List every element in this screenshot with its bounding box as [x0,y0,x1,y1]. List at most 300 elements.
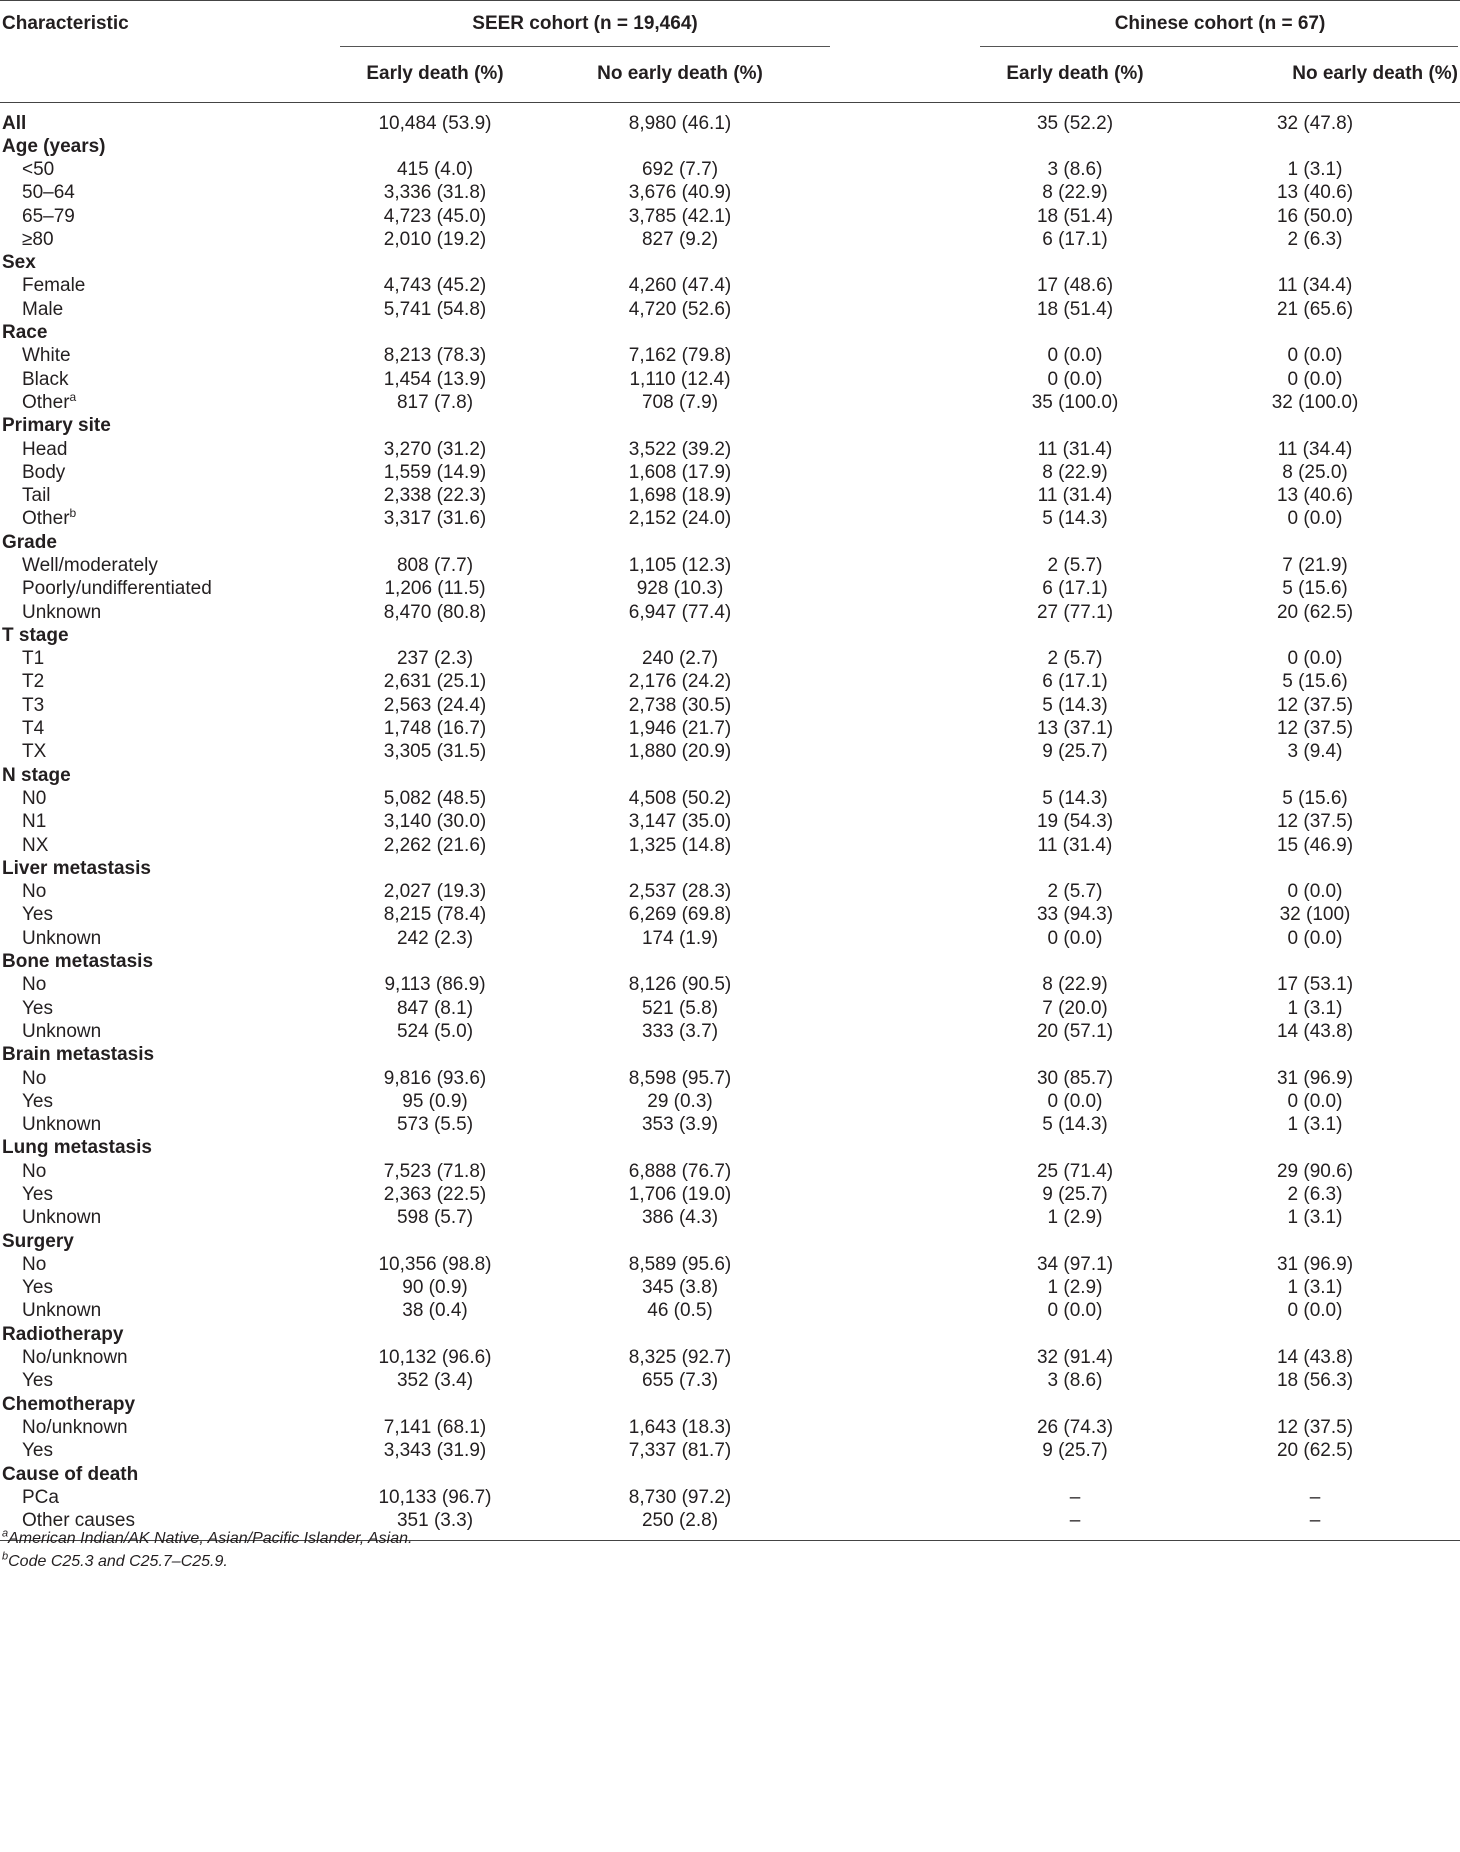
column-gap [830,857,980,880]
cell-value: 95 (0.9) [402,1090,468,1112]
cell-value: 0 (0.0) [1287,927,1343,949]
section-label: Liver metastasis [2,857,151,879]
cell-value: 242 (2.3) [396,927,474,949]
cell-value: 521 (5.8) [641,997,719,1019]
cell-value [980,251,1170,274]
column-gap [830,275,980,298]
cell-value: 0 (0.0) [1287,508,1343,530]
cell-value: 1,706 (19.0) [628,1184,732,1205]
cell-value: 3,522 (39.2) [628,438,732,460]
row-label: Yes [22,997,53,1019]
cell-value: 26 (74.3) [1036,1416,1114,1438]
cell-value: 237 (2.3) [396,648,474,670]
cell-value: 6,269 (69.8) [628,904,732,926]
cell-value: 2 (5.7) [1047,881,1103,903]
cell-value: 2 (5.7) [1047,648,1103,670]
column-gap [830,1393,980,1416]
cell-value [980,321,1170,344]
row-label: Yes [22,904,53,926]
cell-value: 2,152 (24.0) [628,508,732,530]
cell-value: 3 (9.4) [1287,741,1343,763]
column-gap [830,368,980,391]
table-section-row [0,531,1460,554]
cell-value [1170,1137,1460,1160]
cell-value [1170,1463,1460,1486]
cell-value: 345 (3.8) [641,1277,719,1299]
cell-value: 827 (9.2) [641,228,719,250]
header-seer-early-death: Early death (%) [340,47,530,103]
cell-value [980,531,1170,554]
cell-value: 13 (40.6) [1276,182,1354,204]
cell-value [530,1323,830,1346]
section-label: N stage [2,764,71,786]
table-row [0,671,1460,694]
section-label: Chemotherapy [2,1393,136,1415]
cell-value: 928 (10.3) [636,578,724,600]
cell-value: 12 (37.5) [1276,694,1354,716]
row-label: ≥80 [22,228,54,250]
cell-value: 7,337 (81.7) [628,1440,732,1462]
row-label: No/unknown [22,1416,128,1438]
cell-value: 8,980 (46.1) [628,113,732,134]
cell-value: 415 (4.0) [396,158,474,180]
cell-value: 0 (0.0) [1047,1300,1103,1322]
cell-value: 10,133 (96.7) [378,1486,492,1508]
row-label: N1 [22,811,47,833]
column-gap [830,1416,980,1439]
column-gap [830,601,980,624]
cell-value: 708 (7.9) [641,391,719,413]
column-gap [830,1067,980,1090]
cell-value [340,950,530,973]
cell-value [340,1137,530,1160]
cell-value: 0 (0.0) [1287,881,1343,903]
cell-value [340,415,530,438]
table-row [0,158,1460,181]
table-row [0,1067,1460,1090]
cell-value: 5 (14.3) [1042,1114,1108,1136]
column-gap [830,904,980,927]
section-label: All [2,113,27,134]
cell-value: 1 (3.1) [1287,1277,1343,1299]
table-row [0,275,1460,298]
row-label: Yes [22,1184,53,1205]
table-row [0,1416,1460,1439]
footnote-marker: b [69,506,77,521]
table-row [0,694,1460,717]
table-body [0,103,1460,1541]
column-gap [830,1510,980,1541]
cell-value: 2,010 (19.2) [383,228,487,250]
cell-value: 20 (62.5) [1276,601,1354,623]
column-gap [830,974,980,997]
cell-value: 3,147 (35.0) [628,811,732,833]
column-gap [830,1044,980,1067]
cell-value [340,1463,530,1486]
column-gap [830,1440,980,1463]
cell-value: 3,785 (42.1) [628,205,732,227]
cell-value: 5 (14.3) [1042,694,1108,716]
cell-value: 18 (56.3) [1276,1370,1354,1392]
row-label: <50 [22,158,55,180]
cell-value: 3 (8.6) [1047,1370,1103,1392]
cell-value: 1,454 (13.9) [383,368,487,390]
cell-value: 9,113 (86.9) [384,974,486,996]
column-gap [830,741,980,764]
cell-value [980,624,1170,647]
row-label: White [22,345,71,367]
header-seer-no-early-death: No early death (%) [530,47,830,103]
cell-value: 5 (15.6) [1282,578,1348,600]
cell-value: 352 (3.4) [396,1370,474,1392]
table-row [0,228,1460,251]
table-section-row [0,764,1460,787]
cell-value: 20 (57.1) [1036,1020,1114,1042]
cell-value: 2,176 (24.2) [628,671,732,693]
cell-value: 9 (25.7) [1042,1184,1108,1205]
column-gap [830,950,980,973]
table-row [0,648,1460,671]
cell-value: 2,338 (22.3) [383,485,487,507]
cell-value [340,624,530,647]
row-label: Yes [22,1370,53,1392]
row-label: Body [22,461,66,483]
cell-value: 8,589 (95.6) [628,1253,732,1275]
column-gap [830,438,980,461]
cell-value: 3,336 (31.8) [383,182,487,204]
column-gap [830,1277,980,1300]
cell-value: 817 (7.8) [396,391,474,413]
table-section-row [0,1044,1460,1067]
column-gap [830,1300,980,1323]
cell-value: 5,082 (48.5) [383,787,487,809]
section-label: Age (years) [2,135,106,157]
cell-value: 11 (34.4) [1277,438,1353,460]
row-label: Other causes [0,1510,340,1541]
cell-value: 9 (25.7) [1042,1440,1108,1462]
cell-value: 35 (52.2) [1036,113,1114,134]
table-section-row [0,1463,1460,1486]
table-row [0,881,1460,904]
column-gap [830,298,980,321]
cell-value: 353 (3.9) [641,1114,719,1136]
column-gap [830,415,980,438]
cell-value [980,135,1170,158]
cell-value: 3,305 (31.5) [383,741,487,763]
cell-value: 32 (47.8) [1276,113,1354,134]
section-label: Sex [2,252,36,274]
column-gap [830,554,980,577]
cell-value: 10,132 (96.6) [378,1347,492,1369]
section-label: Primary site [2,415,111,437]
cell-value: 3,343 (31.9) [383,1440,487,1462]
row-label: N0 [22,787,47,809]
column-gap [830,321,980,344]
row-label: NX [22,834,49,856]
footnote-marker: a [69,389,77,404]
column-gap [830,508,980,531]
cell-value: 2 (6.3) [1287,228,1343,250]
table-row [0,391,1460,414]
cell-value: 0 (0.0) [1287,368,1343,390]
column-gap [830,1160,980,1183]
column-gap [830,391,980,414]
cell-value: 11 (31.4) [1037,438,1113,460]
cell-value: 27 (77.1) [1036,601,1114,623]
cell-value: 3 (8.6) [1047,158,1103,180]
table-row [0,1346,1460,1369]
cell-value: 250 (2.8) [530,1510,830,1541]
cell-value [980,857,1170,880]
cell-value: 7 (20.0) [1042,997,1108,1019]
cell-value [530,251,830,274]
table-row [0,834,1460,857]
cell-value [340,764,530,787]
cell-value: 11 (31.4) [1037,485,1113,507]
row-label: Black [22,368,69,390]
column-gap [830,228,980,251]
cell-value: 8 (22.9) [1042,974,1108,996]
cell-value: 90 (0.9) [402,1277,468,1299]
cell-value [1170,321,1460,344]
cell-value: 11 (34.4) [1277,275,1353,297]
cell-value: 9,816 (93.6) [383,1067,487,1089]
row-label: Poorly/undifferentiated [22,578,212,600]
cell-value [530,950,830,973]
cell-value: 0 (0.0) [1047,345,1103,367]
cell-value: 0 (0.0) [1287,345,1343,367]
cell-value [340,321,530,344]
cell-value: 6 (17.1) [1042,578,1108,600]
cell-value [340,1393,530,1416]
row-label: Other$^b$ [22,506,77,530]
cell-value: 32 (91.4) [1036,1347,1114,1369]
cell-value: 8,126 (90.5) [628,974,732,996]
cell-value: 847 (8.1) [396,997,474,1019]
cell-value: 1,206 (11.5) [384,578,486,600]
cell-value [1170,415,1460,438]
cell-value: 1,105 (12.3) [628,554,732,576]
cell-value: 8,470 (80.8) [383,601,487,623]
column-gap [830,1370,980,1393]
table-row [0,1486,1460,1509]
cell-value: 14 (43.8) [1276,1020,1354,1042]
column-gap [830,578,980,601]
cell-value [530,1044,830,1067]
cell-value: 2,631 (25.1) [383,671,487,693]
section-label: Race [2,322,48,344]
cell-value: 8,213 (78.3) [383,345,487,367]
column-gap [830,205,980,228]
cell-value: 11 (31.4) [1037,834,1113,856]
cell-value: 1,325 (14.8) [628,834,732,856]
row-label: T3 [22,694,45,716]
cell-value [980,950,1170,973]
cell-value: 19 (54.3) [1036,811,1114,833]
cell-value: – [980,1510,1170,1541]
table-row [0,1277,1460,1300]
cell-value [980,1230,1170,1253]
column-gap [830,158,980,181]
cell-value: 1 (3.1) [1287,158,1343,180]
column-gap [830,671,980,694]
cell-value: 0 (0.0) [1287,648,1343,670]
cell-value: 0 (0.0) [1287,1300,1343,1322]
cell-value [340,1323,530,1346]
column-gap [830,461,980,484]
table-row [0,484,1460,507]
cell-value: 32 (100) [1279,904,1351,926]
column-gap [830,694,980,717]
cell-value [340,135,530,158]
cell-value [530,531,830,554]
table-row [0,1020,1460,1043]
column-gap [830,1230,980,1253]
column-gap [830,927,980,950]
cell-value: 32 (100.0) [1271,391,1359,413]
cell-value: 333 (3.7) [641,1020,719,1042]
cell-value [530,1393,830,1416]
cell-value [340,1230,530,1253]
cell-value [530,764,830,787]
table-row [0,461,1460,484]
table-row [0,904,1460,927]
row-label: T2 [22,671,45,693]
table-row [0,1090,1460,1113]
cell-value: 573 (5.5) [396,1114,474,1136]
table-row [0,508,1460,531]
table-row [0,997,1460,1020]
column-gap [830,531,980,554]
column-gap [830,182,980,205]
section-label: Cause of death [2,1463,139,1485]
cell-value: 240 (2.7) [641,648,719,670]
cell-value: 8,730 (97.2) [628,1486,732,1508]
row-label: Unknown [22,1300,102,1322]
cell-value: – [1309,1486,1321,1508]
cell-value [980,1323,1170,1346]
cell-value [340,857,530,880]
row-label: Tail [22,485,51,507]
cell-value: 10,356 (98.8) [378,1253,492,1275]
cell-value: 524 (5.0) [396,1020,474,1042]
table-section-row [0,1393,1460,1416]
table-row [0,438,1460,461]
section-label: Grade [2,531,57,553]
cell-value: 12 (37.5) [1276,811,1354,833]
table-row [0,1183,1460,1206]
row-label: Well/moderately [22,554,158,576]
cell-value: 2,537 (28.3) [628,881,732,903]
cell-value: 5 (15.6) [1282,787,1348,809]
cell-value: 3,317 (31.6) [383,508,487,530]
table-row [0,787,1460,810]
cell-value: 655 (7.3) [641,1370,719,1392]
cell-value [1170,1044,1460,1067]
column-gap [830,135,980,158]
column-gap [830,1253,980,1276]
table-row [0,927,1460,950]
cell-value: 5 (14.3) [1042,787,1108,809]
footnote: $^b$Code C25.3 and C25.7–C25.9. [2,1550,228,1571]
cell-value: 38 (0.4) [402,1300,468,1322]
cell-value: 31 (96.9) [1276,1067,1354,1089]
row-label: No [22,974,47,996]
cell-value [530,1463,830,1486]
cell-value: 8,325 (92.7) [628,1347,732,1369]
cell-value: 2 (6.3) [1287,1184,1343,1205]
cell-value: 20 (62.5) [1276,1440,1354,1462]
section-label: Surgery [2,1230,74,1252]
cell-value: 12 (37.5) [1276,1416,1354,1438]
table-row [0,811,1460,834]
table-row [0,368,1460,391]
cell-value: 5 (15.6) [1282,671,1348,693]
cell-value [340,531,530,554]
cell-value: 1,110 (12.4) [629,368,731,390]
cell-value: 13 (37.1) [1036,718,1114,740]
cell-value: 4,723 (45.0) [383,205,487,227]
table-row [0,741,1460,764]
table-row [0,1207,1460,1230]
column-gap [830,1020,980,1043]
cell-value [1170,251,1460,274]
table-row [0,1370,1460,1393]
row-label: Yes [22,1277,53,1299]
column-gap [830,251,980,274]
row-label: Yes [22,1090,53,1112]
cell-value [1170,135,1460,158]
cell-value: 9 (25.7) [1042,741,1108,763]
header-characteristic: Characteristic [0,1,340,47]
cell-value: 2,363 (22.5) [383,1184,487,1205]
row-label: No [22,1253,47,1275]
cell-value [530,1230,830,1253]
cell-value [340,1044,530,1067]
cell-value [340,251,530,274]
cell-value: 8 (25.0) [1282,461,1348,483]
cell-value: 15 (46.9) [1276,834,1354,856]
row-label: Unknown [22,1020,102,1042]
cell-value: 4,260 (47.4) [628,275,732,297]
cell-value: 1 (3.1) [1287,997,1343,1019]
table-row [0,1440,1460,1463]
table-row [0,205,1460,228]
table-section-row [0,624,1460,647]
cell-value: – [1069,1486,1081,1508]
cell-value: 29 (0.3) [647,1090,713,1112]
table-row [0,345,1460,368]
cell-value: 1,748 (16.7) [383,718,487,740]
column-gap [830,103,980,136]
cell-value: 6 (17.1) [1042,228,1108,250]
section-label: Bone metastasis [2,951,154,973]
cell-value: 6,888 (76.7) [628,1160,732,1182]
cell-value: 30 (85.7) [1036,1067,1114,1089]
table-section-row [0,1230,1460,1253]
cell-value: 2 (5.7) [1047,554,1103,576]
cell-value: 12 (37.5) [1276,718,1354,740]
cell-value: 5,741 (54.8) [383,298,487,320]
cell-value: 17 (48.6) [1036,275,1114,297]
table-section-row [0,135,1460,158]
cell-value: 1,608 (17.9) [628,461,732,483]
cell-value: 6,947 (77.4) [628,601,732,623]
cell-value: 7,141 (68.1) [383,1416,487,1438]
table-row [0,1300,1460,1323]
table-section-row [0,251,1460,274]
row-label: TX [22,741,47,763]
